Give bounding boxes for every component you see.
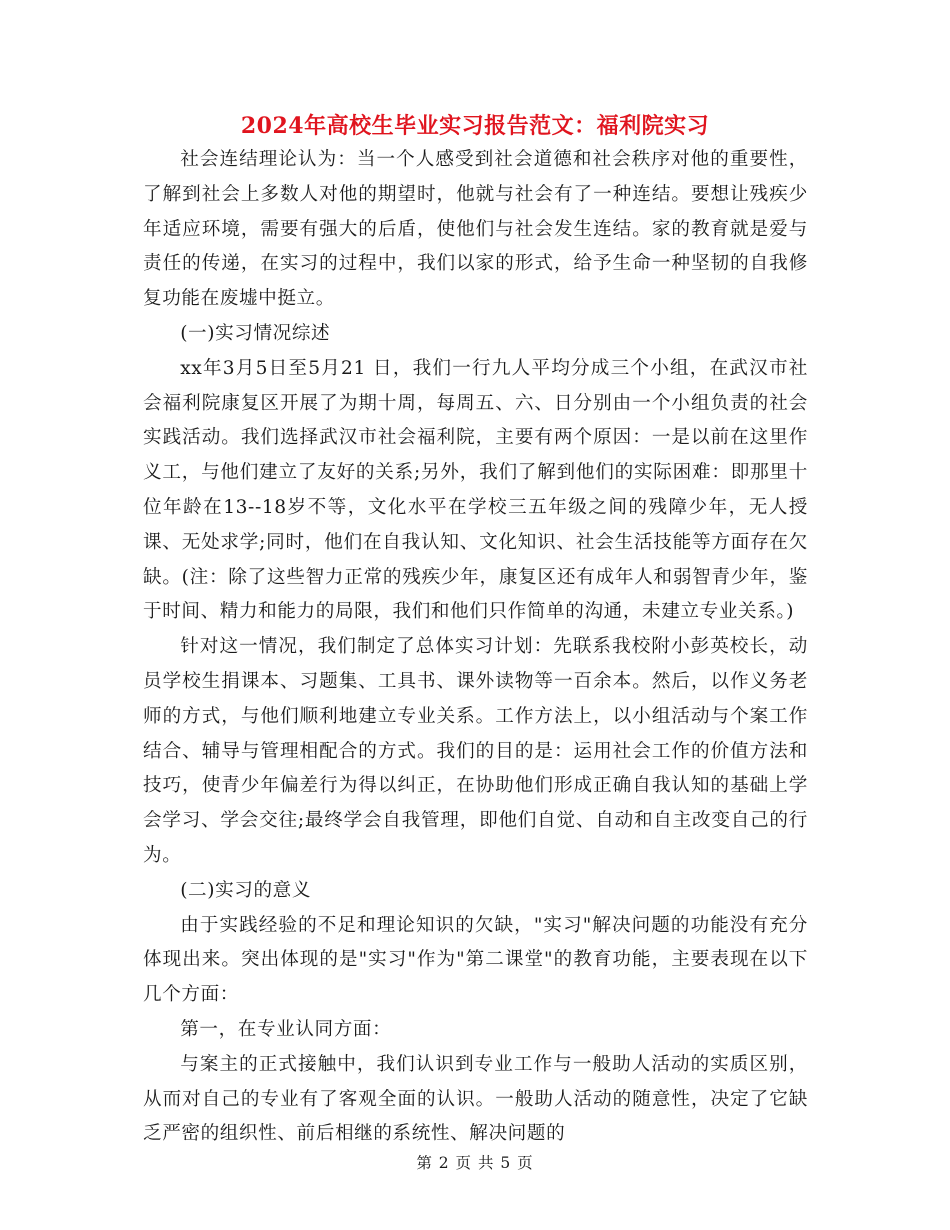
subsection-heading: 第一，在专业认同方面：	[180, 1018, 392, 1040]
document-title: 2024年高校生毕业实习报告范文：福利院实习	[240, 113, 710, 139]
paragraph: 针对这一情况，我们制定了总体实习计划：先联系我校附小彭英校长，动员学校生捐课本、习题集、工具书、课外读物等一百余本。然后，以作义务老师的方式，与他们顺利地建立专业关系。工作方法上，以小组活动与个案工作结合、辅导与管理相配合的方式。我们的目的是：运用社会工作的价值方法和技巧，使青少年偏差行为得以纠正，在协助他们形成正确自我认知的基础上学会学习、学会交往;最终学会自我管理，即他们自觉、自动和自主改变自己的行为。	[143, 636, 808, 866]
page-footer: 第 2 页 共 5 页	[416, 1154, 534, 1172]
document-body	[143, 143, 808, 1152]
paragraph: 由于实践经验的不足和理论知识的欠缺，"实习"解决问题的功能没有充分体现出来。突出体现的是"实习"作为"第二课堂"的教育功能，主要表现在以下几个方面：	[143, 914, 808, 1006]
paragraph: xx年3月5日至5月21 日，我们一行九人平均分成三个小组，在武汉市社会福利院康复区开展了为期十周，每周五、六、日分别由一个小组负责的社会实践活动。我们选择武汉市社会福利院，主要有两个原因：一是以前在这里作义工，与他们建立了友好的关系;另外，我们了解到他们的实际困难：即那里十位年龄在13--18岁不等，文化水平在学校三五年级之间的残障少年，无人授课、无处求学;同时，他们在自我认知、文化知识、社会生活技能等方面存在欠缺。(注：除了这些智力正常的残疾少年，康复区还有成年人和弱智青少年，鉴于时间、精力和能力的局限，我们和他们只作简单的沟通，未建立专业关系。)	[143, 357, 808, 623]
section-heading: (二)实习的意义	[180, 879, 312, 901]
paragraph: 与案主的正式接触中，我们认识到专业工作与一般助人活动的实质区别，从而对自己的专业有了客观全面的认识。一般助人活动的随意性，决定了它缺乏严密的组织性、前后相继的系统性、解决问题的	[143, 1053, 808, 1145]
paragraph: 社会连结理论认为：当一个人感受到社会道德和社会秩序对他的重要性，了解到社会上多数人对他的期望时，他就与社会有了一种连结。要想让残疾少年适应环境，需要有强大的后盾，使他们与社会发生连结。家的教育就是爱与责任的传递，在实习的过程中，我们以家的形式，给予生命一种坚韧的自我修复功能在废墟中挺立。	[143, 149, 808, 310]
section-heading: (一)实习情况综述	[180, 322, 331, 344]
